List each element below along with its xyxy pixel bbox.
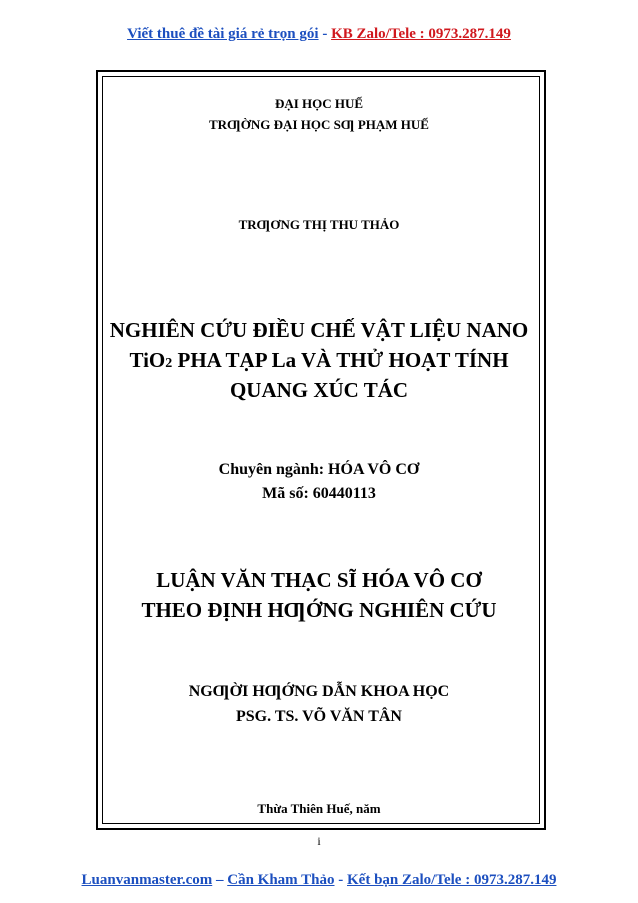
major-code: Mã số: 60440113 [262, 485, 376, 502]
thesis-title-line3: QUANG XÚC TÁC [229, 378, 409, 402]
top-banner-contact[interactable]: KB Zalo/Tele : 0973.287.149 [331, 26, 511, 42]
thesis-title-subscript: 2 [165, 356, 173, 371]
thesis-title-line2-rest: PHA TẠP La VÀ THỬ HOẠT TÍNH [172, 348, 509, 372]
page-number: i [317, 834, 321, 848]
bottom-banner-site[interactable]: Luanvanmaster.com [81, 872, 213, 888]
degree-line2: THEO ĐỊNH HƢỚNG NGHIÊN CỨU [141, 598, 497, 622]
advisor-label: NGƢỜI HƢỚNG DẪN KHOA HỌC [188, 683, 450, 700]
bottom-banner-contact[interactable]: Kết bạn Zalo/Tele : 0973.287.149 [347, 872, 557, 888]
bottom-banner-dash: – [212, 872, 228, 888]
bottom-banner [0, 872, 638, 889]
thesis-title-line1: NGHIÊN CỨU ĐIỀU CHẾ VẬT LIỆU NANO [109, 318, 529, 342]
place-year: Thừa Thiên Huế, năm [257, 801, 381, 816]
major-line: Chuyên ngành: HÓA VÔ CƠ [218, 461, 420, 478]
author-name: TRƢƠNG THỊ THU THẢO [238, 217, 400, 232]
top-banner-separator: - [318, 26, 332, 42]
thesis-title-tio: TiO [129, 348, 166, 372]
top-banner-link[interactable]: Viết thuê đề tài giá rẻ trọn gói [127, 26, 319, 42]
degree-line1: LUẬN VĂN THẠC SĨ HÓA VÔ CƠ [156, 568, 482, 592]
bottom-banner-service[interactable]: Cần Kham Thảo [227, 872, 335, 888]
bottom-banner-separator: - [334, 872, 347, 888]
thesis-title-line2 [0, 348, 638, 373]
top-banner [0, 26, 638, 43]
university-name: ĐẠI HỌC HUẾ [274, 96, 364, 111]
advisor-name: PSG. TS. VÕ VĂN TÂN [236, 708, 402, 725]
school-name: TRƢỜNG ĐẠI HỌC SƢ PHẠM HUẾ [209, 117, 429, 132]
